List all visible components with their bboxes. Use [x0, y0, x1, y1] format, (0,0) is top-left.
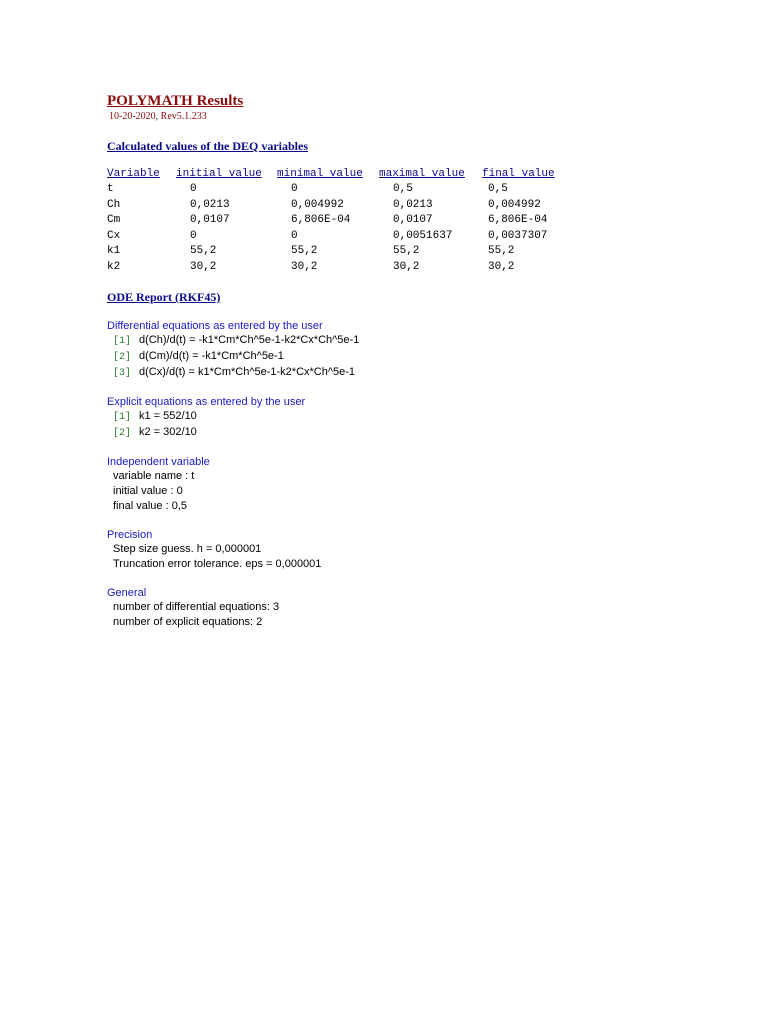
explicit-equations-heading: Explicit equations as entered by the user [107, 396, 306, 408]
general-block [107, 586, 707, 630]
table-cell: 0,0051637 [393, 229, 453, 242]
equation-number: [2] [113, 352, 132, 363]
table-cell: 0,0213 [190, 198, 230, 211]
precision-block [107, 528, 707, 572]
differential-equations-heading: Differential equations as entered by the user [107, 320, 323, 332]
deq-header-row [107, 167, 572, 182]
table-cell: 0,0037307 [488, 229, 548, 242]
table-cell: Cx [107, 229, 121, 242]
column-header-minimal: minimal value [277, 168, 363, 180]
table-cell: 0,0213 [393, 198, 433, 211]
table-cell: k2 [107, 260, 121, 273]
info-line: number of explicit equations: 2 [113, 616, 263, 628]
equation-line [107, 333, 707, 349]
table-row [107, 182, 572, 198]
differential-equations-block [107, 319, 707, 381]
info-line: variable name : t [113, 470, 195, 482]
precision-heading: Precision [107, 529, 153, 541]
equation-line [107, 425, 707, 441]
equation-line [107, 349, 707, 365]
independent-variable-heading: Independent variable [107, 456, 210, 468]
table-cell: 30,2 [488, 260, 515, 273]
equation-text: k2 = 302/10 [139, 426, 197, 438]
general-heading: General [107, 587, 147, 599]
table-cell: 0,0107 [190, 214, 230, 226]
table-cell: 55,2 [393, 245, 420, 257]
info-line: Step size guess. h = 0,000001 [113, 543, 262, 555]
table-cell: Cm [107, 214, 121, 226]
table-cell: t [107, 183, 114, 195]
table-cell: 55,2 [190, 245, 217, 257]
table-cell: 0 [291, 229, 298, 242]
table-cell: 30,2 [291, 260, 318, 273]
equation-number: [1] [113, 336, 132, 347]
table-row [107, 244, 572, 260]
explicit-equations-block [107, 395, 707, 441]
table-row [107, 213, 572, 229]
table-row [107, 198, 572, 214]
info-line: number of differential equations: 3 [113, 601, 280, 613]
independent-variable-block [107, 455, 707, 514]
table-cell: 6,806E-04 [291, 214, 351, 226]
table-cell: 0 [291, 183, 298, 195]
table-cell: 0 [190, 229, 197, 242]
deq-section-title: Calculated values of the DEQ variables [107, 139, 308, 153]
deq-table [107, 167, 572, 275]
table-cell: Ch [107, 198, 121, 211]
report-page [107, 92, 707, 630]
equation-line [107, 365, 707, 381]
table-cell: k1 [107, 245, 121, 257]
table-cell: 30,2 [393, 260, 420, 273]
table-cell: 0,004992 [291, 198, 344, 211]
table-row [107, 260, 572, 276]
equation-number: [2] [113, 428, 132, 439]
equation-line [107, 409, 707, 425]
table-cell: 0 [190, 183, 197, 195]
table-cell: 0,0107 [393, 214, 433, 226]
column-header-variable: Variable [107, 168, 160, 180]
column-header-maximal: maximal value [379, 168, 465, 180]
column-header-final: final value [482, 168, 555, 180]
equation-text: d(Cx)/d(t) = k1*Cm*Ch^5e-1-k2*Cx*Ch^5e-1 [139, 366, 356, 378]
report-title: POLYMATH Results [107, 93, 244, 109]
table-cell: 0,5 [488, 183, 508, 195]
column-header-initial: initial value [176, 168, 262, 180]
info-line: initial value : 0 [113, 485, 183, 497]
info-line: Truncation error tolerance. eps = 0,000001 [113, 558, 322, 570]
report-date: 10-20-2020, Rev5.1.233 [109, 111, 207, 122]
info-line: final value : 0,5 [113, 500, 187, 512]
table-cell: 55,2 [488, 245, 515, 257]
table-cell: 0,5 [393, 183, 413, 195]
table-cell: 30,2 [190, 260, 217, 273]
table-cell: 55,2 [291, 245, 318, 257]
equation-text: d(Ch)/d(t) = -k1*Cm*Ch^5e-1-k2*Cx*Ch^5e-1 [139, 334, 360, 346]
equation-text: d(Cm)/d(t) = -k1*Cm*Ch^5e-1 [139, 350, 284, 362]
table-cell: 6,806E-04 [488, 214, 548, 226]
table-row [107, 229, 572, 245]
equation-number: [3] [113, 368, 132, 379]
equation-number: [1] [113, 412, 132, 423]
equation-text: k1 = 552/10 [139, 410, 197, 422]
ode-section-title: ODE Report (RKF45) [107, 290, 221, 304]
table-cell: 0,004992 [488, 198, 541, 211]
